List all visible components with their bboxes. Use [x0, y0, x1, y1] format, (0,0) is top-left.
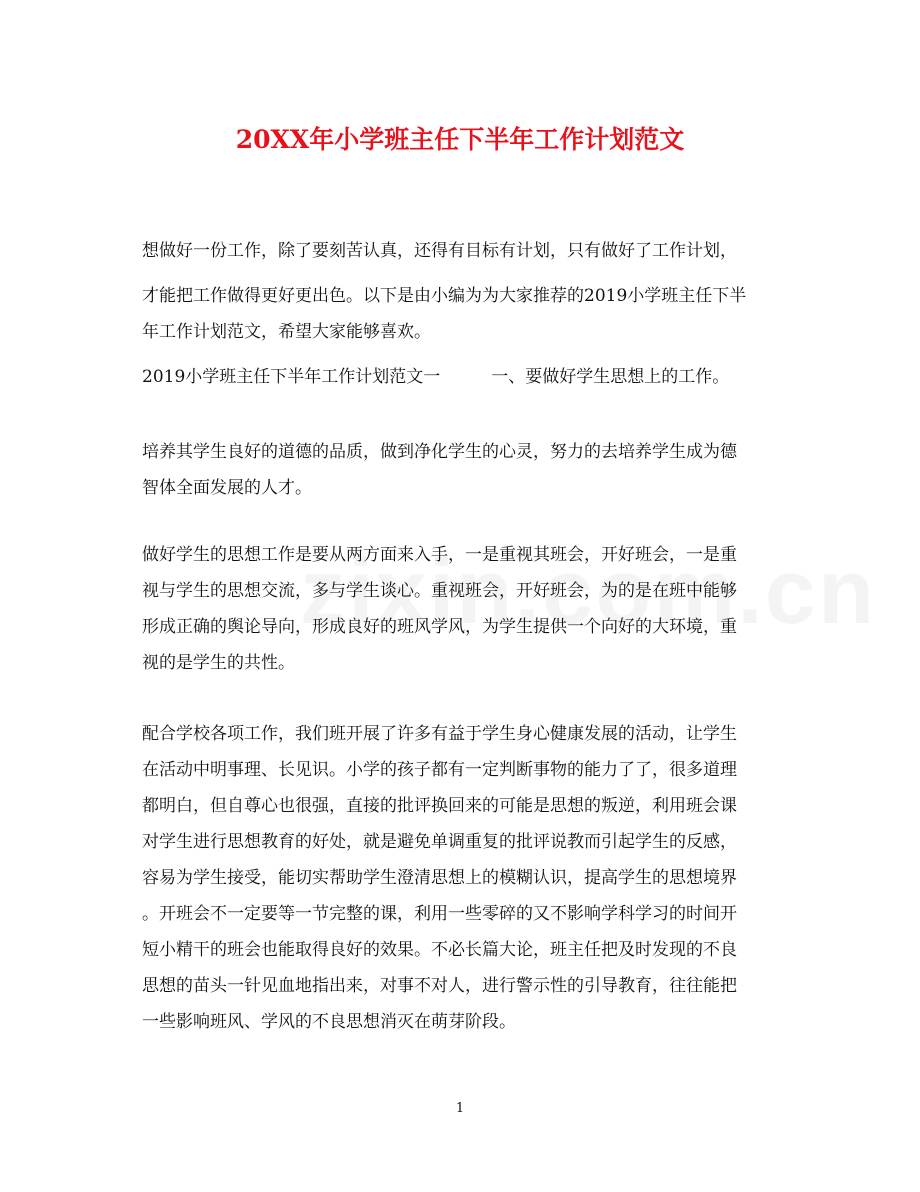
text-line: 才能把工作做得更好更出色。以下是由小编为为大家推荐的2019小学班主任下半 — [142, 286, 747, 306]
text-line: 培养其学生良好的道德的品质，做到净化学生的心灵，努力的去培养学生成为德 — [142, 442, 737, 462]
text-line: 2019小学班主任下半年工作计划范文一 一、要做好学生思想上的工作。 — [142, 367, 730, 387]
text-line: 视与学生的思想交流，多与学生谈心。重视班会，开好班会，为的是在班中能够 — [142, 581, 737, 601]
text-line: 短小精干的班会也能取得良好的效果。不必长篇大论，班主任把及时发现的不良 — [142, 940, 737, 960]
document-title: 20XX年小学班主任下半年工作计划范文 — [235, 125, 685, 154]
text-line: 在活动中明事理、长见识。小学的孩子都有一定判断事物的能力了了，很多道理 — [142, 760, 737, 780]
text-line: 视的是学生的共性。 — [142, 653, 295, 673]
text-line: 思想的苗头一针见血地指出来，对事不对人，进行警示性的引导教育，往往能把 — [142, 976, 737, 996]
text-line: 对学生进行思想教育的好处，就是避免单调重复的批评说教而引起学生的反感， — [142, 832, 737, 852]
text-line: 想做好一份工作，除了要刻苦认真，还得有目标有计划，只有做好了工作计划， — [142, 241, 737, 261]
text-line: 配合学校各项工作，我们班开展了许多有益于学生身心健康发展的活动，让学生 — [142, 724, 737, 744]
text-line: 一些影响班风、学风的不良思想消灭在萌芽阶段。 — [142, 1012, 516, 1032]
text-line: 做好学生的思想工作是要从两方面来入手，一是重视其班会，开好班会，一是重 — [142, 545, 737, 565]
text-line: 年工作计划范文，希望大家能够喜欢。 — [142, 322, 431, 342]
text-line: 形成正确的舆论导向，形成良好的班风学风，为学生提供一个向好的大环境，重 — [142, 617, 737, 637]
text-line: 都明白，但自尊心也很强，直接的批评换回来的可能是思想的叛逆，利用班会课 — [142, 796, 737, 816]
text-line: 容易为学生接受，能切实帮助学生澄清思想上的模糊认识，提高学生的思想境界 — [142, 868, 737, 888]
text-line: 。开班会不一定要等一节完整的课，利用一些零碎的又不影响学科学习的时间开 — [142, 904, 737, 924]
page-number: 1 — [455, 1101, 465, 1116]
text-line: 智体全面发展的人才。 — [142, 478, 312, 498]
